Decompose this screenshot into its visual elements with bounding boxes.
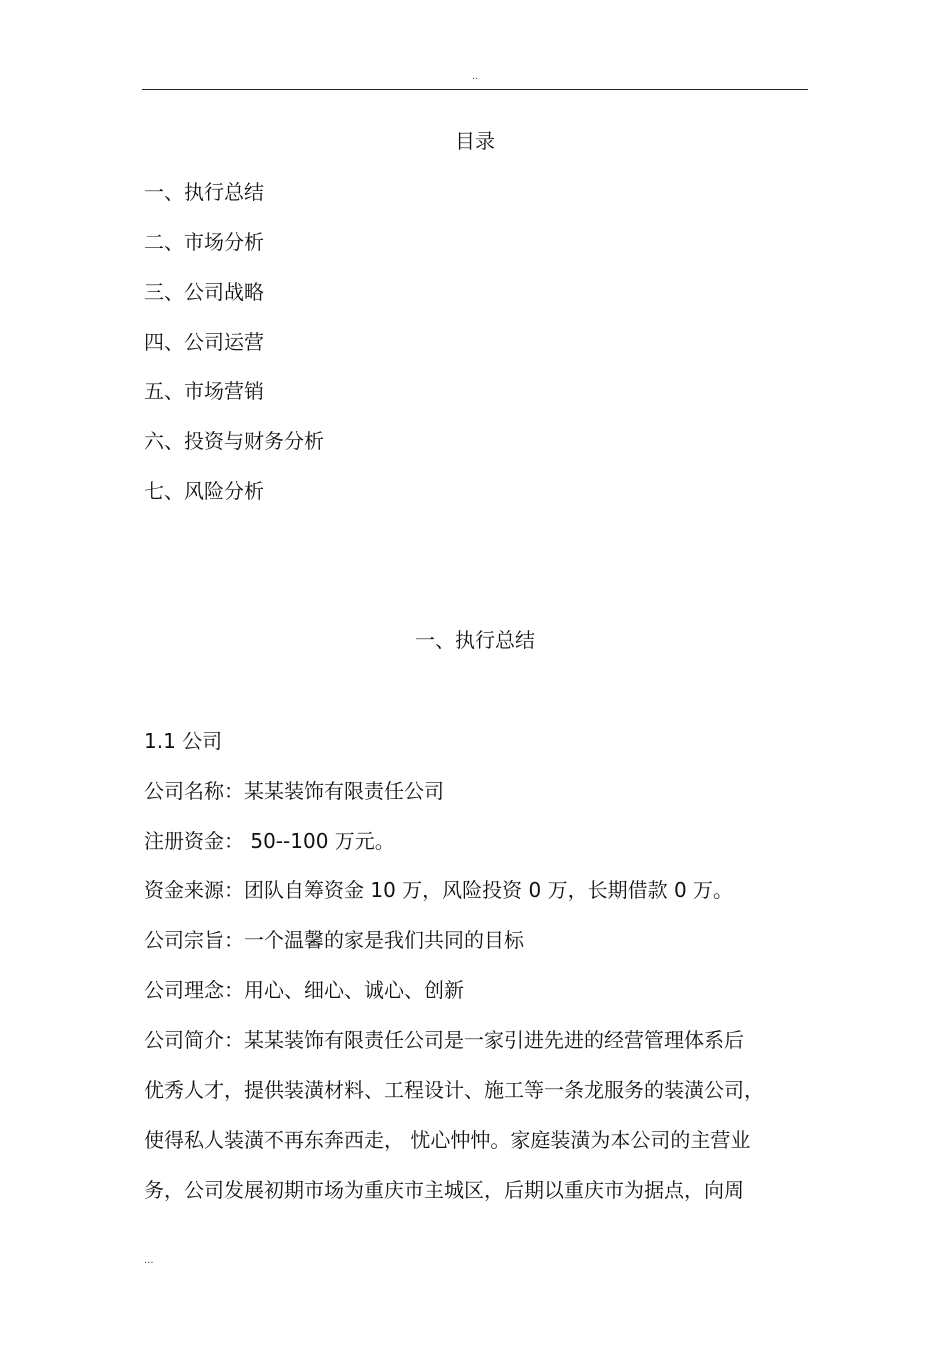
- toc-item: 六、投资与财务分析: [144, 429, 324, 453]
- body-line: 公司理念：用心、细心、诚心、创新: [144, 978, 464, 1002]
- toc-item: 七、风险分析: [144, 479, 264, 503]
- subsection-heading: 1.1 公司: [144, 729, 223, 753]
- body-line: 公司宗旨：一个温馨的家是我们共同的目标: [144, 928, 524, 952]
- body-line: 公司简介：某某装饰有限责任公司是一家引进先进的经营管理体系后: [144, 1028, 744, 1052]
- header-mark: ..: [471, 71, 479, 82]
- toc-item: 五、市场营销: [144, 379, 264, 403]
- toc-item: 四、公司运营: [144, 330, 264, 354]
- toc-title: 目录: [455, 129, 495, 153]
- toc-item: 二、市场分析: [144, 230, 264, 254]
- toc-item: 三、公司战略: [144, 280, 264, 304]
- footer-mark: ...: [144, 1255, 154, 1266]
- body-line: 资金来源：团队自筹资金 10 万，风险投资 0 万，长期借款 0 万。: [144, 878, 734, 902]
- body-line: 使得私人装潢不再东奔西走， 忧心忡忡。家庭装潢为本公司的主营业: [144, 1128, 751, 1152]
- body-line: 公司名称：某某装饰有限责任公司: [144, 779, 444, 803]
- toc-item: 一、执行总结: [144, 180, 264, 204]
- header-rule: [142, 89, 808, 90]
- body-line: 优秀人才，提供装潢材料、工程设计、施工等一条龙服务的装潢公司，: [144, 1078, 764, 1102]
- section-heading: 一、执行总结: [415, 628, 535, 652]
- body-line: 注册资金： 50--100 万元。: [144, 829, 395, 853]
- body-line: 务，公司发展初期市场为重庆市主城区，后期以重庆市为据点，向周: [144, 1178, 744, 1202]
